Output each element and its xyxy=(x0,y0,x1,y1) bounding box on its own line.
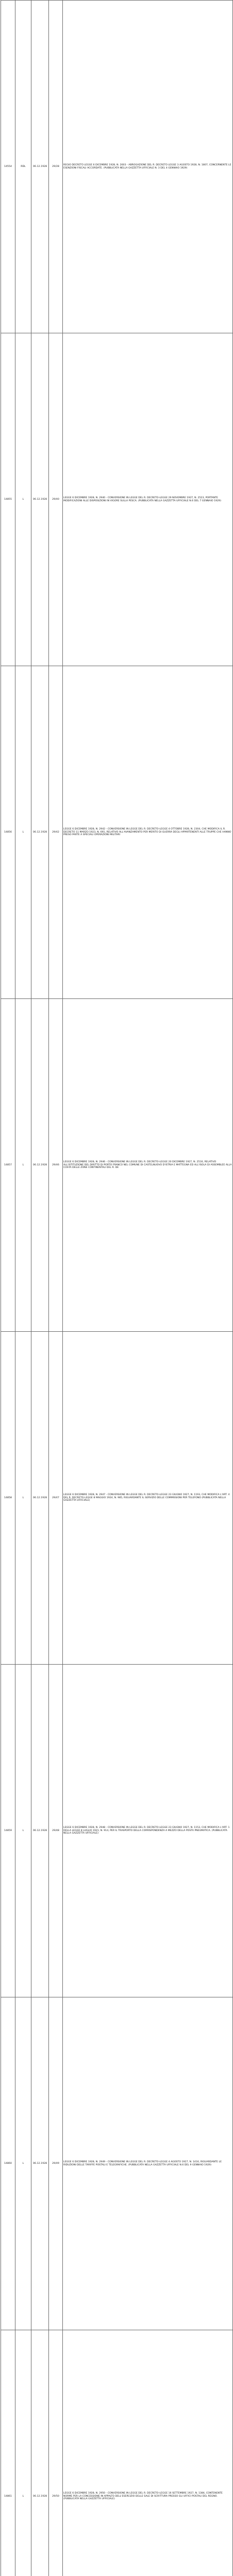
table-row xyxy=(1,1332,233,1665)
table-row xyxy=(1,2330,233,2576)
act-description: LEGGE 6 DICEMBRE 1928, N. 2942 - CONVERSIONE IN LEGGE DEL R. DECRETO-LEGGE 4 OTTOBRE 1928, N. 2304, CHE MODIFICA IL R. DECRETO 11 MARZO 1923, N. 691, RELATIVO ALL'AVANZAMENTO PER MERITO DI GUERRA DEGLI APPARTENENTI ALLE TRUPPE CHE HANNO PRESO PARTE A SPECIALI OPERAZIONI MILITARI xyxy=(63,666,233,999)
act-description: LEGGE 6 DICEMBRE 1928, N. 2948 - CONVERSIONE IN LEGGE DEL R. DECRETO-LEGGE 23 GIUGNO 1927, N. 1153, CHE MODIFICA L'ART. 1 DELLA LEGGE 8 LUGLIO 1921, N. 914, PER IL TRASPORTO DELLA CORRISPONDENZA A MEZZO DELLA POSTA PNEUMATICA. (PUBBLICATA NELLA GAZZETTA UFFICIALE) xyxy=(63,1665,233,1997)
act-type: L xyxy=(15,1665,31,1997)
act-date: 06.12.1928 xyxy=(31,1332,49,1665)
act-date: 06.12.1928 xyxy=(31,1997,49,2330)
legislation-table xyxy=(1,0,233,2576)
table-row xyxy=(1,333,233,666)
record-number: 14855 xyxy=(1,333,15,666)
act-page-ref: 29/40 xyxy=(49,333,63,666)
table-row xyxy=(1,1,233,333)
act-page-ref: 29/49 xyxy=(49,1997,63,2330)
act-page-ref: 29/46 xyxy=(49,999,63,1332)
act-date: 06.12.1928 xyxy=(31,999,49,1332)
act-description: REGIO DECRETO LEGGE 6 DICEMBRE 1928, N. 2603 - ABROGAZIONE DEL R. DECRETO LEGGE 3 AGOSTO 1928, N. 1807, CONCERNENTE LE ESENZIONI FISCALI ACCORDATE. (PUBBLICATA NELLA GAZZETTA UFFICIALE N. 3 DEL 4 GENNAIO 1929) xyxy=(63,1,233,333)
record-number: 14857 xyxy=(1,999,15,1332)
act-page-ref: 29/50 xyxy=(49,2330,63,2576)
act-description: LEGGE 6 DICEMBRE 1928, N. 2940 - CONVERSIONE IN LEGGE DEL R. DECRETO-LEGGE 29 NOVEMBRE 1927, N. 2523, PORTANTE MODIFICAZIONI ALLE DISPOSIZIONI IN VIGORE SULLA PESCA. (PUBBLICATA NELLA GAZZETTA UFFICIALE N.6 DEL 7 GENNAIO 1929) xyxy=(63,333,233,666)
act-page-ref: 29/28 xyxy=(49,1,63,333)
record-number: 14856 xyxy=(1,666,15,999)
act-description: LEGGE 6 DICEMBRE 1928, N. 2949 - CONVERSIONE IN LEGGE DEL R. DECRETO-LEGGE 4 AGOSTO 1927, N. 1416, RIGUARDANTE LE RIDUZIONI DELLE TARIFFE POSTALI E TELEGRAFICHE. (PUBBLICATA NELLA GAZZETTA UFFICIALE N.6 DEL 9 GENNAIO 1929) xyxy=(63,1997,233,2330)
act-date: 06.12.1928 xyxy=(31,1,49,333)
ledger-page xyxy=(0,0,233,332)
act-date: 06.12.1928 xyxy=(31,333,49,666)
act-type: L xyxy=(15,1997,31,2330)
record-number: 14554 xyxy=(1,1,15,333)
record-number: 14861 xyxy=(1,2330,15,2576)
act-date: 06.12.1928 xyxy=(31,1665,49,1997)
act-type: L xyxy=(15,333,31,666)
record-number: 14858 xyxy=(1,1332,15,1665)
table-row xyxy=(1,1997,233,2330)
act-description: LEGGE 6 DICEMBRE 1928, N. 2947 - CONVERSIONE IN LEGGE DEL R. DECRETO-LEGGE 23 GIUGNO 1927, N. 1193, CHE MODIFICA L'ART. 4 DEL R. DECRETO-LEGGE 8 MAGGIO 1924, N. 985, RIGUARDANTE IL SERVIZIO DELLE COMMISSIONI PER TELEFONO (PUBBLICATA NELLA GAZZETTA UFFICIALE) xyxy=(63,1332,233,1665)
act-description: LEGGE 6 DICEMBRE 1928, N. 2946 - CONVERSIONE IN LEGGE DEL R. DECRETO-LEGGE 20 DICEMBRE 1927, N. 2516, RELATIVO ALL'ISTITUZIONE DEL DIRITTO DI PORTO FRANCO NEL COMUNE DI CASTELNUOVO D'ISTRIA E MATTEGNA ED ALL'ISOLA DI ASSEMBLEE ALLA COSTA DELLE ZONE CONTINENTALI DEL R. DE xyxy=(63,999,233,1332)
act-page-ref: 29/47 xyxy=(49,1332,63,1665)
act-type: RDL xyxy=(15,1,31,333)
act-type: L xyxy=(15,666,31,999)
act-type: L xyxy=(15,999,31,1332)
table-row xyxy=(1,666,233,999)
act-description: LEGGE 6 DICEMBRE 1928, N. 2950 - CONVERSIONE IN LEGGE DEL R. DECRETO-LEGGE 16 SETTEMBRE 1927, N. 1384, CONTENENTE NORME PER LA CONCESSIONE IN APPALTO DELL'ESERCIZIO DELLE SALE DI SCRITTURA PRESSO GLI UFFICI POSTALI DEL REGNO. (PUBBLICATA NELLA GAZZETTA UFFICIALE) xyxy=(63,2330,233,2576)
act-date: 06.12.1928 xyxy=(31,2330,49,2576)
act-page-ref: 29/42 xyxy=(49,666,63,999)
act-type: L xyxy=(15,1332,31,1665)
act-page-ref: 29/48 xyxy=(49,1665,63,1997)
table-row xyxy=(1,1665,233,1997)
act-type: L xyxy=(15,2330,31,2576)
act-date: 06.12.1928 xyxy=(31,666,49,999)
record-number: 14859 xyxy=(1,1665,15,1997)
legislation-table-body xyxy=(1,1,233,2576)
record-number: 14860 xyxy=(1,1997,15,2330)
table-row xyxy=(1,999,233,1332)
